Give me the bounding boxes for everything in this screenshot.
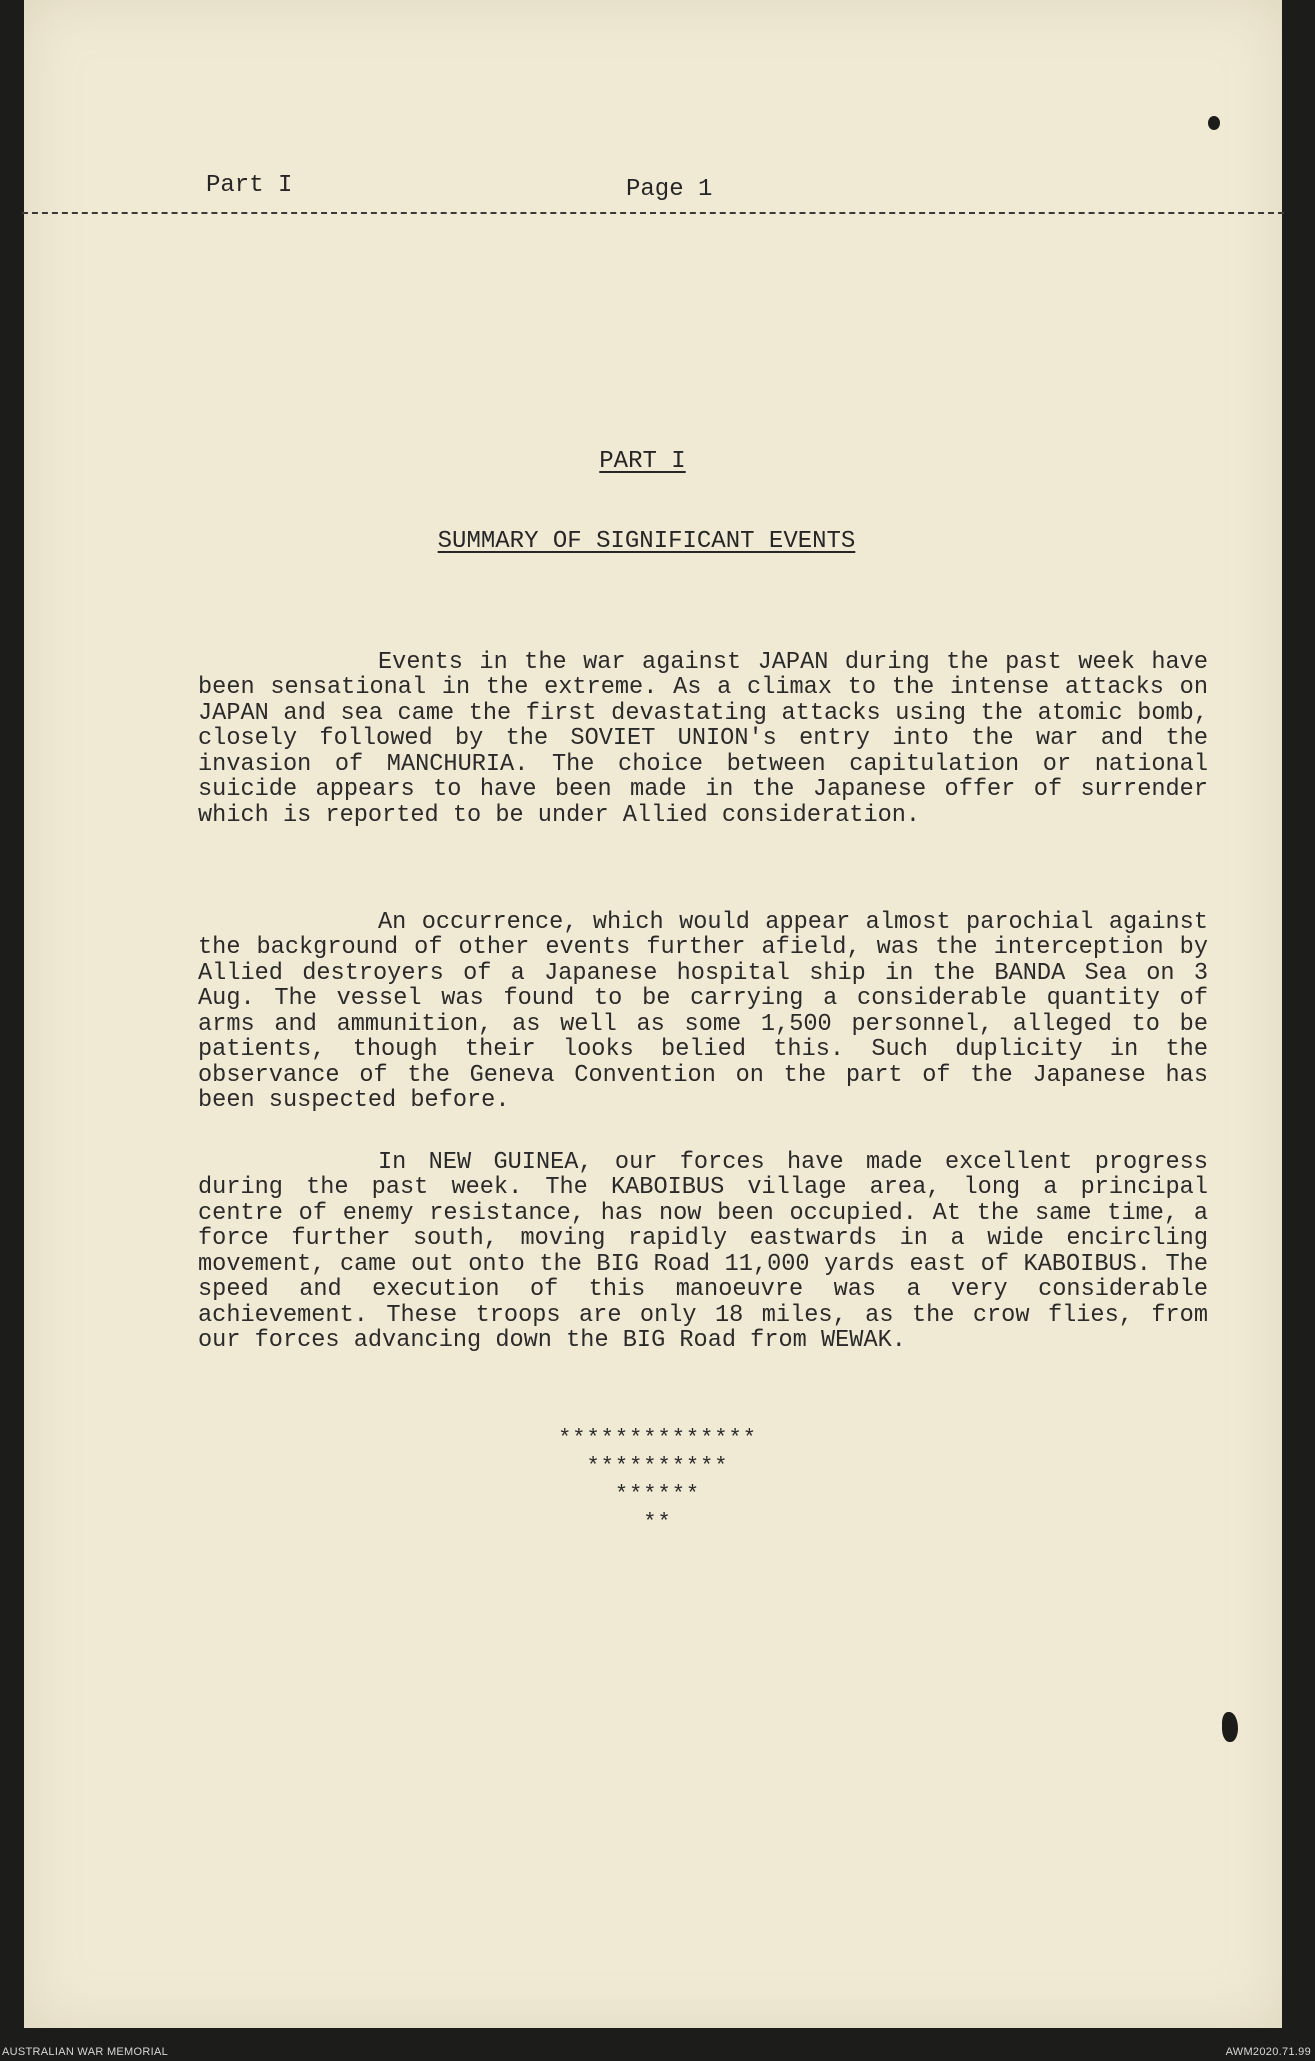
section-title: PART I — [599, 448, 686, 475]
ink-blot-top — [1208, 116, 1220, 130]
footer-institution: AUSTRALIAN WAR MEMORIAL — [2, 2046, 169, 2058]
header-part-label: Part I — [206, 172, 293, 199]
separator-stars-2: ********** — [586, 1454, 729, 1479]
paragraph-japan: Events in the war against JAPAN during the past week have been sensational in the extreme. As a climax to the intense attacks on JAPAN and sea came the first devastating attacks using the atomic bomb, closely followed by the SOVIET UNION's entry into the war and the invasion of MANCHURIA. The choice between capitulation or national suicide appears to have been made in the Japanese offer of surrender which is reported to be under Allied consideration. — [198, 648, 1208, 829]
paragraph-hospital-ship: An occurrence, which would appear almost parochial against the background of other events further afield, was the interception by Allied destroyers of a Japanese hospital ship in the BANDA Sea on 3 Aug. The vessel was found to be carrying a considerable quantity of arms and ammunition, as well as some 1,500 personnel, alleged to be patients, though their looks belied this. Such duplicity in the observance of the Geneva Convention on the part of the Japanese has been suspected before. — [198, 908, 1208, 1115]
footer-accession-number: AWM2020.71.99 — [1225, 2046, 1311, 2058]
header-divider — [22, 212, 1284, 214]
page-header — [24, 168, 1282, 208]
separator-stars-3: ****** — [614, 1482, 701, 1507]
ink-blot-bottom — [1222, 1712, 1238, 1742]
header-page-number: Page 1 — [626, 176, 713, 203]
section-subtitle: SUMMARY OF SIGNIFICANT EVENTS — [437, 528, 856, 555]
paragraph-new-guinea: In NEW GUINEA, our forces have made excellent progress during the past week. The KABOIBUS village area, long a principal centre of enemy resistance, has now been occupied. At the same time, a force further south, moving rapidly eastwards in a wide encircling movement, came out onto the BIG Road 11,000 yards east of KABOIBUS. The speed and execution of this manoeuvre was a very considerable achievement. These troops are only 18 miles, as the crow flies, from our forces advancing down the BIG Road from WEWAK. — [198, 1148, 1208, 1355]
separator-stars-1: ************** — [558, 1426, 757, 1451]
separator-stars-4: ** — [643, 1510, 672, 1535]
